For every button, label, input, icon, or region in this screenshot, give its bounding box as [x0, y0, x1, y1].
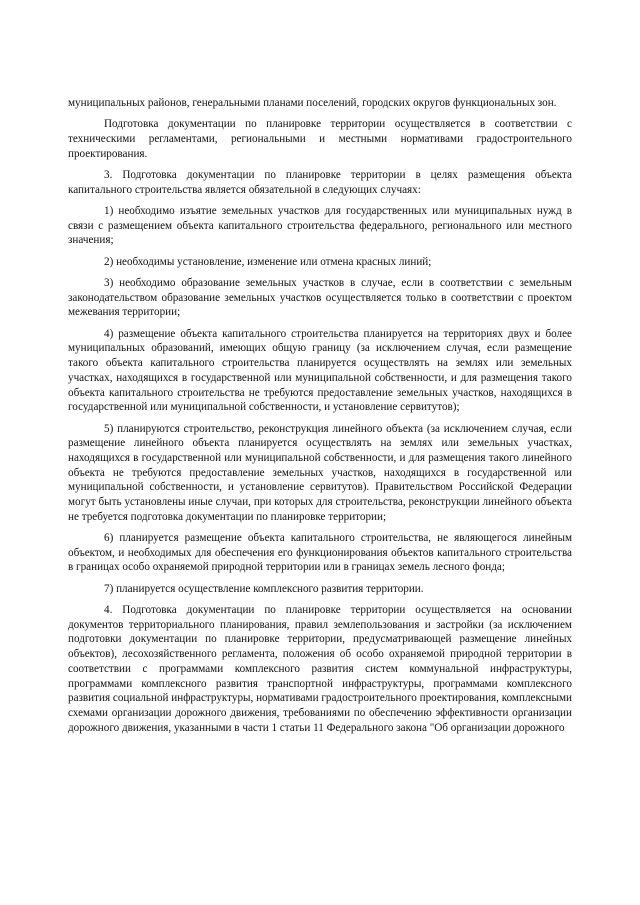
paragraph-clause-3: 3. Подготовка документации по планировке территории в целях размещения объекта капитального строительства является обязательной в следующих случаях: [68, 169, 572, 196]
paragraph-item-4: 4) размещение объекта капитального строительства планируется на территориях двух и более муниципальных образований, имеющих общую границу (за исключением случая, если размещение такого объекта капитального строительства планируется осуществлять на землях или земельных участках, находящихся в государственной или муниципальной собственности, и для размещения такого объекта капитального строительства не требуются предоставление земельных участков, находящихся в государственной или муниципальной собственности, и установление сервитутов); [68, 327, 572, 414]
document-page [68, 96, 572, 742]
paragraph-regulations: Подготовка документации по планировке территории осуществляется в соответствии с техническими регламентами, региональными и местными нормативами градостроительного проектирования. [68, 118, 572, 160]
paragraph-item-2: 2) необходимы установление, изменение или отмена красных линий; [104, 255, 432, 268]
paragraph-item-3: 3) необходимо образование земельных участков в случае, если в соответствии с земельным законодательством образование земельных участков осуществляется только в соответствии с проектом межевания территории; [68, 277, 572, 319]
paragraph-item-6: 6) планируется размещение объекта капитального строительства, не являющегося линейным объектом, и необходимых для обеспечения его функционирования объектов капитального строительства в границах особо охраняемой природной территории или в границах земель лесного фонда; [68, 532, 572, 574]
paragraph-item-1: 1) необходимо изъятие земельных участков для государственных или муниципальных нужд в связи с размещением объекта капитального строительства федерального, регионального или местного значения; [68, 205, 572, 247]
paragraph-clause-4: 4. Подготовка документации по планировке территории осуществляется на основании документов территориального планирования, правил землепользования и застройки (за исключением подготовки документации по планировке территории, предусматривающей размещение линейных объектов), лесохозяйственного регламента, положения об особо охраняемой природной территории в соответствии с программами комплексного развития систем коммунальной инфраструктуры, программами комплексного развития транспортной инфраструктуры, программами комплексного развития социальной инфраструктуры, нормативами градостроительного проектирования, комплексными схемами организации дорожного движения, требованиями по обеспечению эффективности организации дорожного движения, указанными в части 1 статьи 11 Федерального закона "Об организации дорожного [68, 604, 572, 734]
paragraph-item-5: 5) планируются строительство, реконструкция линейного объекта (за исключением случая, если размещение линейного объекта планируется осуществлять на землях или земельных участках, находящихся в государственной или муниципальной собственности, и для размещения такого линейного объекта не требуются предоставление земельных участков, находящихся в государственной или муниципальной собственности, и установление сервитутов). Правительством Российской Федерации могут быть установлены иные случаи, при которых для строительства, реконструкции линейного объекта не требуется подготовка документации по планировке территории; [68, 422, 572, 523]
paragraph-continuation: муниципальных районов, генеральными планами поселений, городских округов функциональных зон. [68, 97, 557, 109]
paragraph-item-7: 7) планируется осуществление комплексного развития территории. [104, 582, 424, 595]
